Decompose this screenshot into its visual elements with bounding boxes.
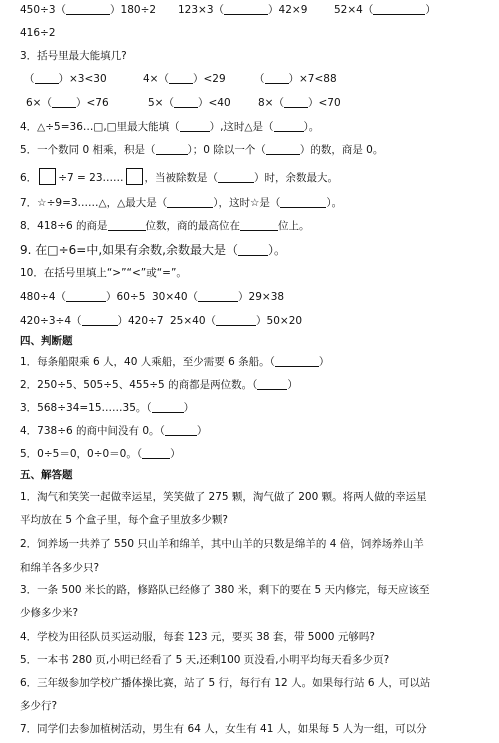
problem-line: 平均放在 5 个盒子里，每个盒子里放多少颗? xyxy=(20,514,228,526)
answer-blank[interactable] xyxy=(266,143,300,155)
fill-item: 5×（ ）<40 xyxy=(148,97,231,109)
answer-blank[interactable] xyxy=(82,314,118,326)
answer-blank[interactable] xyxy=(152,401,184,413)
answer-blank[interactable] xyxy=(274,120,304,132)
compare-expr: 450÷3（ ）180÷2 xyxy=(20,4,157,16)
compare-expr: 25×40（ ）50×20 xyxy=(170,315,303,327)
answer-blank[interactable] xyxy=(66,3,110,15)
answer-blank[interactable] xyxy=(169,72,193,84)
problem-line: 4．学校为田径队员买运动服，每套 123 元，要买 38 套，带 5000 元够吗? xyxy=(20,631,375,643)
answer-blank[interactable] xyxy=(156,143,188,155)
question-6: 6． ÷7 = 23…… ，当被除数是（ ）时，余数最大。 xyxy=(20,168,338,185)
judge-item: 4．738÷6 的商中间没有 0。（ ） xyxy=(20,425,208,437)
answer-blank[interactable] xyxy=(257,378,287,390)
question-9: 9. 在□÷6=中,如果有余数,余数最大是（ ）。 xyxy=(20,243,287,257)
problem-line: 5．一本书 280 页,小明已经看了 5 天,还剩100 页没看,小明平均每天看多少页? xyxy=(20,654,390,666)
answer-blank[interactable] xyxy=(35,72,59,84)
question-7: 7．☆÷9=3……△，△最大是（ ），这时☆是（ ）。 xyxy=(20,197,343,209)
fill-item: （ ）×7<88 xyxy=(254,73,337,85)
section-title: 四、判断题 xyxy=(20,335,73,347)
compare-expr: 123×3（ ）42×9 xyxy=(178,4,308,16)
compare-expr: 480÷4（ ）60÷5 xyxy=(20,291,146,303)
judge-item: 2．250÷5、505÷5、455÷5 的商都是两位数。（ ） xyxy=(20,379,298,391)
answer-blank[interactable] xyxy=(52,96,76,108)
answer-blank[interactable] xyxy=(167,196,213,208)
judge-item: 5．0÷5＝0，0÷0＝0。（ ） xyxy=(20,448,181,460)
answer-blank[interactable] xyxy=(66,290,106,302)
problem-line: 多少行? xyxy=(20,700,58,712)
question-10-title: 10．在括号里填上“>”“<”或“=”。 xyxy=(20,267,187,279)
problem-line: 和绵羊各多少只? xyxy=(20,562,100,574)
compare-expr: 420÷3÷4（ ）420÷7 xyxy=(20,315,164,327)
compare-expr: 52×4（ ） xyxy=(334,4,436,16)
answer-blank[interactable] xyxy=(218,171,254,183)
answer-blank[interactable] xyxy=(180,120,210,132)
compare-expr: 416÷2 xyxy=(20,27,56,39)
answer-blank[interactable] xyxy=(224,3,268,15)
blank-box[interactable] xyxy=(126,168,143,185)
problem-line: 1．淘气和笑笑一起做幸运星，笑笑做了 275 颗，淘气做了 200 颗。将两人做的幸运星 xyxy=(20,491,427,503)
answer-blank[interactable] xyxy=(108,219,146,231)
answer-blank[interactable] xyxy=(238,244,268,256)
answer-blank[interactable] xyxy=(275,355,319,367)
problem-line: 3．一条 500 米长的路，修路队已经修了 380 米，剩下的要在 5 天内修完，每天应该至 xyxy=(20,584,430,596)
judge-item: 3．568÷34=15……35。（ ） xyxy=(20,402,195,414)
problem-line: 6．三年级参加学校广播体操比赛，站了 5 行，每行有 12 人。如果每行站 6 人，可以站 xyxy=(20,677,431,689)
question-4: 4．△÷5=36…□,□里最大能填（ ）,这时△是（ ）。 xyxy=(20,121,320,133)
answer-blank[interactable] xyxy=(280,196,326,208)
question-3-title: 3．括号里最大能填几? xyxy=(20,50,127,62)
answer-blank[interactable] xyxy=(284,96,308,108)
question-5: 5．一个数同 0 相乘，积是（ ）；0 除以一个（ ）的数，商是 0。 xyxy=(20,144,384,156)
answer-blank[interactable] xyxy=(240,219,278,231)
problem-line: 2．饲养场一共养了 550 只山羊和绵羊，其中山羊的只数是绵羊的 4 倍，饲养场养山羊 xyxy=(20,538,424,550)
fill-item: （ ）×3<30 xyxy=(24,73,107,85)
judge-item: 1．每条船限乘 6 人，40 人乘船，至少需要 6 条船。（ ） xyxy=(20,356,330,368)
section-title: 五、解答题 xyxy=(20,469,73,481)
fill-item: 4×（ ）<29 xyxy=(143,73,226,85)
answer-blank[interactable] xyxy=(373,3,425,15)
answer-blank[interactable] xyxy=(216,314,256,326)
answer-blank[interactable] xyxy=(265,72,289,84)
fill-item: 8×（ ）<70 xyxy=(258,97,341,109)
compare-expr: 30×40（ ）29×38 xyxy=(152,291,285,303)
answer-blank[interactable] xyxy=(174,96,198,108)
problem-line: 少修多少米? xyxy=(20,607,79,619)
answer-blank[interactable] xyxy=(142,447,170,459)
blank-box[interactable] xyxy=(39,168,56,185)
problem-line: 7．同学们去参加植树活动，男生有 64 人，女生有 41 人，如果每 5 人为一组，可以分 xyxy=(20,723,427,735)
answer-blank[interactable] xyxy=(198,290,238,302)
fill-item: 6×（ ）<76 xyxy=(26,97,109,109)
question-8: 8．418÷6 的商是 位数，商的最高位在 位上。 xyxy=(20,220,310,232)
answer-blank[interactable] xyxy=(165,424,197,436)
